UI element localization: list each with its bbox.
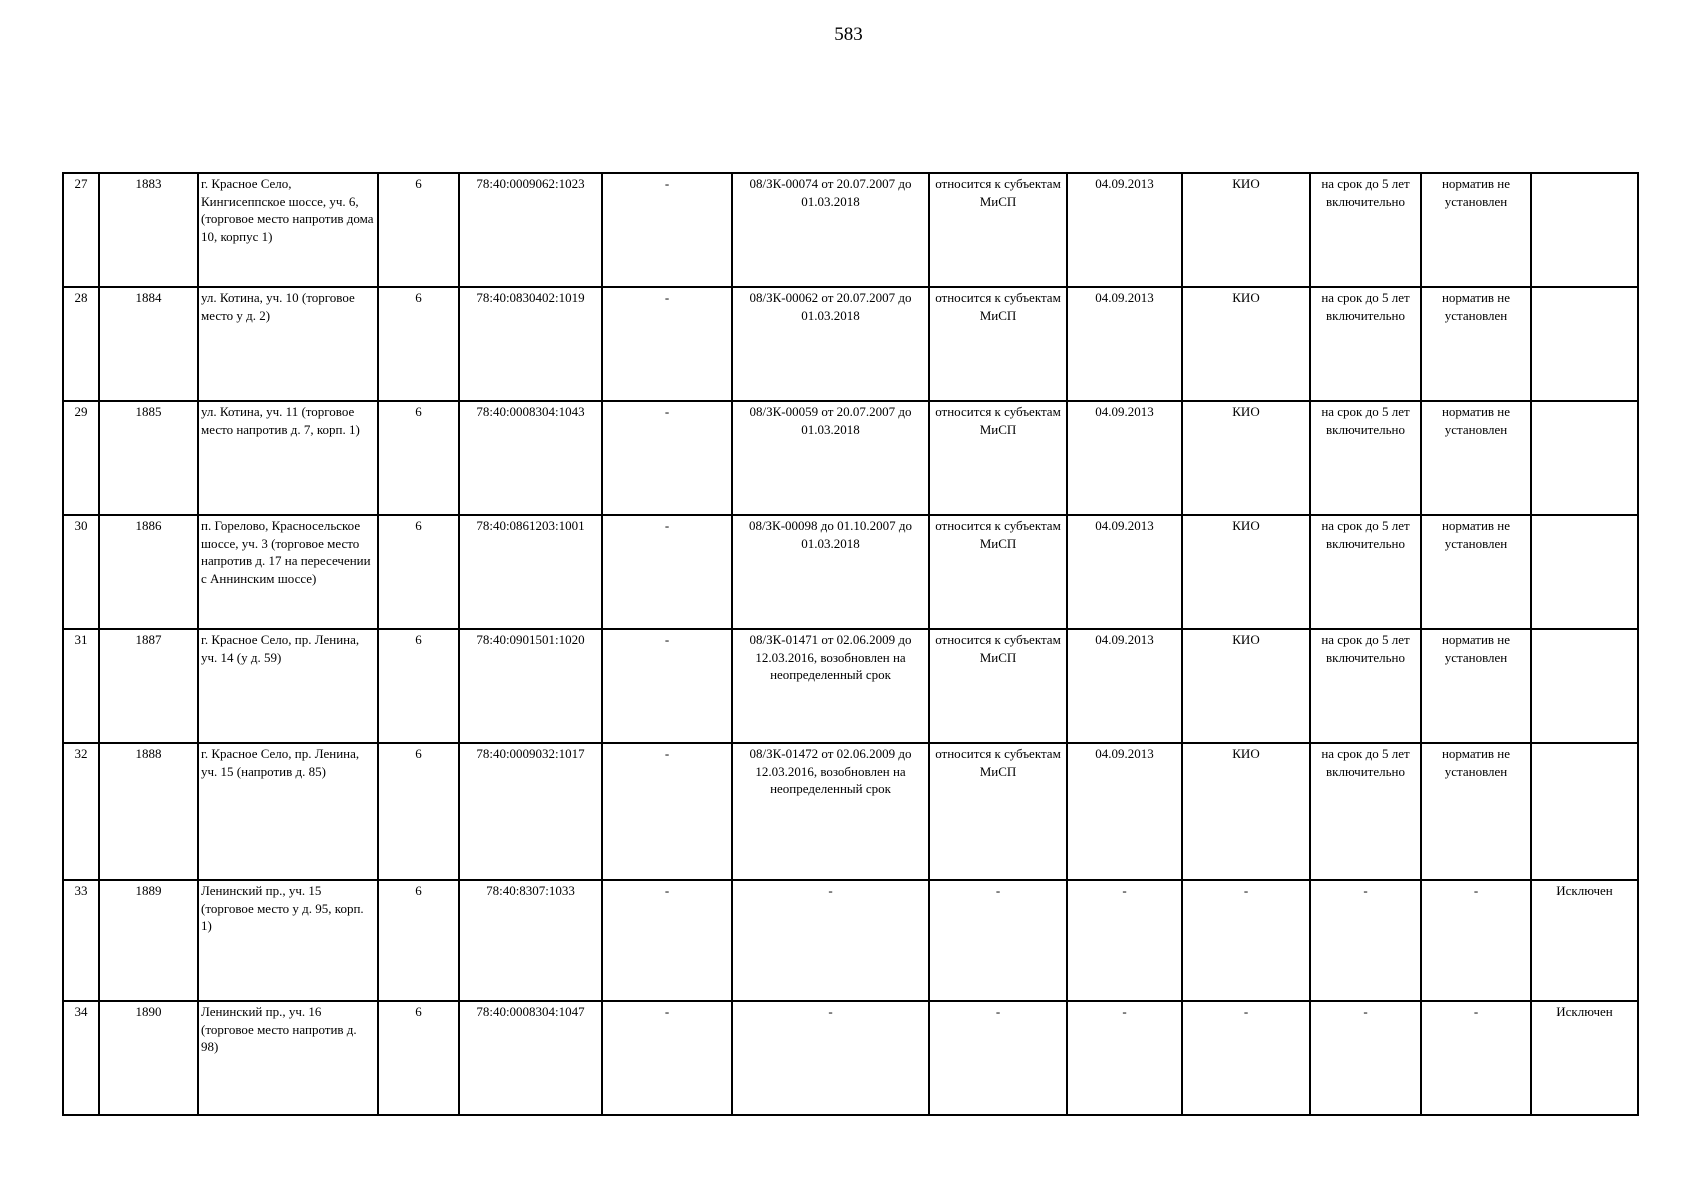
contract-cell: 08/ЗК-01472 от 02.06.2009 до 12.03.2016, возобновлен на неопределенный срок [732, 743, 929, 880]
smsp-cell: - [929, 880, 1067, 1001]
term-cell: на срок до 5 лет включительно [1310, 743, 1421, 880]
contract-cell: 08/ЗК-00098 до 01.10.2007 до 01.03.2018 [732, 515, 929, 629]
smsp-cell: относится к субъектам МиСП [929, 743, 1067, 880]
table-row [63, 401, 1638, 515]
term-cell: - [1310, 880, 1421, 1001]
area-cell: 6 [378, 880, 459, 1001]
status-cell [1531, 287, 1638, 401]
object-id: 1883 [99, 173, 198, 287]
row-number: 29 [63, 401, 99, 515]
row-number: 27 [63, 173, 99, 287]
address-cell: Ленинский пр., уч. 16 (торговое место напротив д. 98) [198, 1001, 378, 1115]
org-cell: КИО [1182, 743, 1310, 880]
org-cell: КИО [1182, 401, 1310, 515]
org-cell: - [1182, 880, 1310, 1001]
table-row [63, 173, 1638, 287]
date-cell: - [1067, 880, 1182, 1001]
area-cell: 6 [378, 1001, 459, 1115]
norm-cell: норматив не установлен [1421, 173, 1531, 287]
area-cell: 6 [378, 173, 459, 287]
row-number: 32 [63, 743, 99, 880]
registry-table [62, 172, 1639, 1116]
term-cell: - [1310, 1001, 1421, 1115]
table-row [63, 515, 1638, 629]
contract-cell: 08/ЗК-00059 от 20.07.2007 до 01.03.2018 [732, 401, 929, 515]
smsp-cell: относится к субъектам МиСП [929, 515, 1067, 629]
org-cell: КИО [1182, 173, 1310, 287]
date-cell: 04.09.2013 [1067, 629, 1182, 743]
smsp-cell: относится к субъектам МиСП [929, 401, 1067, 515]
cadastral-number: 78:40:0830402:1019 [459, 287, 602, 401]
row-number: 30 [63, 515, 99, 629]
norm-cell: норматив не установлен [1421, 515, 1531, 629]
area-cell: 6 [378, 401, 459, 515]
smsp-cell: относится к субъектам МиСП [929, 287, 1067, 401]
dash-cell: - [602, 629, 732, 743]
area-cell: 6 [378, 743, 459, 880]
address-cell: г. Красное Село, пр. Ленина, уч. 14 (у д. 59) [198, 629, 378, 743]
date-cell: 04.09.2013 [1067, 173, 1182, 287]
address-cell: п. Горелово, Красносельское шоссе, уч. 3 (торговое место напротив д. 17 на пересечении с Аннинским шоссе) [198, 515, 378, 629]
address-cell: г. Красное Село, Кингисеппское шоссе, уч. 6, (торговое место напротив дома 10, корпус 1) [198, 173, 378, 287]
status-cell [1531, 743, 1638, 880]
date-cell: 04.09.2013 [1067, 515, 1182, 629]
term-cell: на срок до 5 лет включительно [1310, 629, 1421, 743]
dash-cell: - [602, 173, 732, 287]
smsp-cell: относится к субъектам МиСП [929, 173, 1067, 287]
smsp-cell: относится к субъектам МиСП [929, 629, 1067, 743]
cadastral-number: 78:40:8307:1033 [459, 880, 602, 1001]
row-number: 33 [63, 880, 99, 1001]
norm-cell: норматив не установлен [1421, 287, 1531, 401]
status-cell: Исключен [1531, 880, 1638, 1001]
address-cell: г. Красное Село, пр. Ленина, уч. 15 (напротив д. 85) [198, 743, 378, 880]
table-row [63, 880, 1638, 1001]
table-row [63, 1001, 1638, 1115]
row-number: 28 [63, 287, 99, 401]
norm-cell: норматив не установлен [1421, 629, 1531, 743]
smsp-cell: - [929, 1001, 1067, 1115]
contract-cell: 08/ЗК-00062 от 20.07.2007 до 01.03.2018 [732, 287, 929, 401]
object-id: 1884 [99, 287, 198, 401]
object-id: 1889 [99, 880, 198, 1001]
object-id: 1886 [99, 515, 198, 629]
contract-cell: 08/ЗК-00074 от 20.07.2007 до 01.03.2018 [732, 173, 929, 287]
norm-cell: - [1421, 1001, 1531, 1115]
table-row [63, 287, 1638, 401]
dash-cell: - [602, 401, 732, 515]
date-cell: - [1067, 1001, 1182, 1115]
address-cell: ул. Котина, уч. 10 (торговое место у д. 2) [198, 287, 378, 401]
dash-cell: - [602, 743, 732, 880]
term-cell: на срок до 5 лет включительно [1310, 173, 1421, 287]
contract-cell: 08/ЗК-01471 от 02.06.2009 до 12.03.2016, возобновлен на неопределенный срок [732, 629, 929, 743]
cadastral-number: 78:40:0008304:1043 [459, 401, 602, 515]
dash-cell: - [602, 1001, 732, 1115]
org-cell: КИО [1182, 287, 1310, 401]
object-id: 1888 [99, 743, 198, 880]
status-cell: Исключен [1531, 1001, 1638, 1115]
table-row [63, 629, 1638, 743]
address-cell: Ленинский пр., уч. 15 (торговое место у д. 95, корп. 1) [198, 880, 378, 1001]
table-row [63, 743, 1638, 880]
object-id: 1887 [99, 629, 198, 743]
row-number: 31 [63, 629, 99, 743]
contract-cell: - [732, 1001, 929, 1115]
page-number: 583 [834, 24, 863, 45]
term-cell: на срок до 5 лет включительно [1310, 401, 1421, 515]
object-id: 1890 [99, 1001, 198, 1115]
norm-cell: - [1421, 880, 1531, 1001]
area-cell: 6 [378, 515, 459, 629]
org-cell: - [1182, 1001, 1310, 1115]
dash-cell: - [602, 287, 732, 401]
date-cell: 04.09.2013 [1067, 287, 1182, 401]
cadastral-number: 78:40:0009062:1023 [459, 173, 602, 287]
status-cell [1531, 515, 1638, 629]
area-cell: 6 [378, 287, 459, 401]
cadastral-number: 78:40:0861203:1001 [459, 515, 602, 629]
dash-cell: - [602, 880, 732, 1001]
row-number: 34 [63, 1001, 99, 1115]
address-cell: ул. Котина, уч. 11 (торговое место напротив д. 7, корп. 1) [198, 401, 378, 515]
contract-cell: - [732, 880, 929, 1001]
term-cell: на срок до 5 лет включительно [1310, 515, 1421, 629]
norm-cell: норматив не установлен [1421, 401, 1531, 515]
date-cell: 04.09.2013 [1067, 401, 1182, 515]
date-cell: 04.09.2013 [1067, 743, 1182, 880]
object-id: 1885 [99, 401, 198, 515]
org-cell: КИО [1182, 629, 1310, 743]
status-cell [1531, 173, 1638, 287]
dash-cell: - [602, 515, 732, 629]
term-cell: на срок до 5 лет включительно [1310, 287, 1421, 401]
status-cell [1531, 401, 1638, 515]
area-cell: 6 [378, 629, 459, 743]
status-cell [1531, 629, 1638, 743]
cadastral-number: 78:40:0008304:1047 [459, 1001, 602, 1115]
cadastral-number: 78:40:0901501:1020 [459, 629, 602, 743]
org-cell: КИО [1182, 515, 1310, 629]
norm-cell: норматив не установлен [1421, 743, 1531, 880]
cadastral-number: 78:40:0009032:1017 [459, 743, 602, 880]
